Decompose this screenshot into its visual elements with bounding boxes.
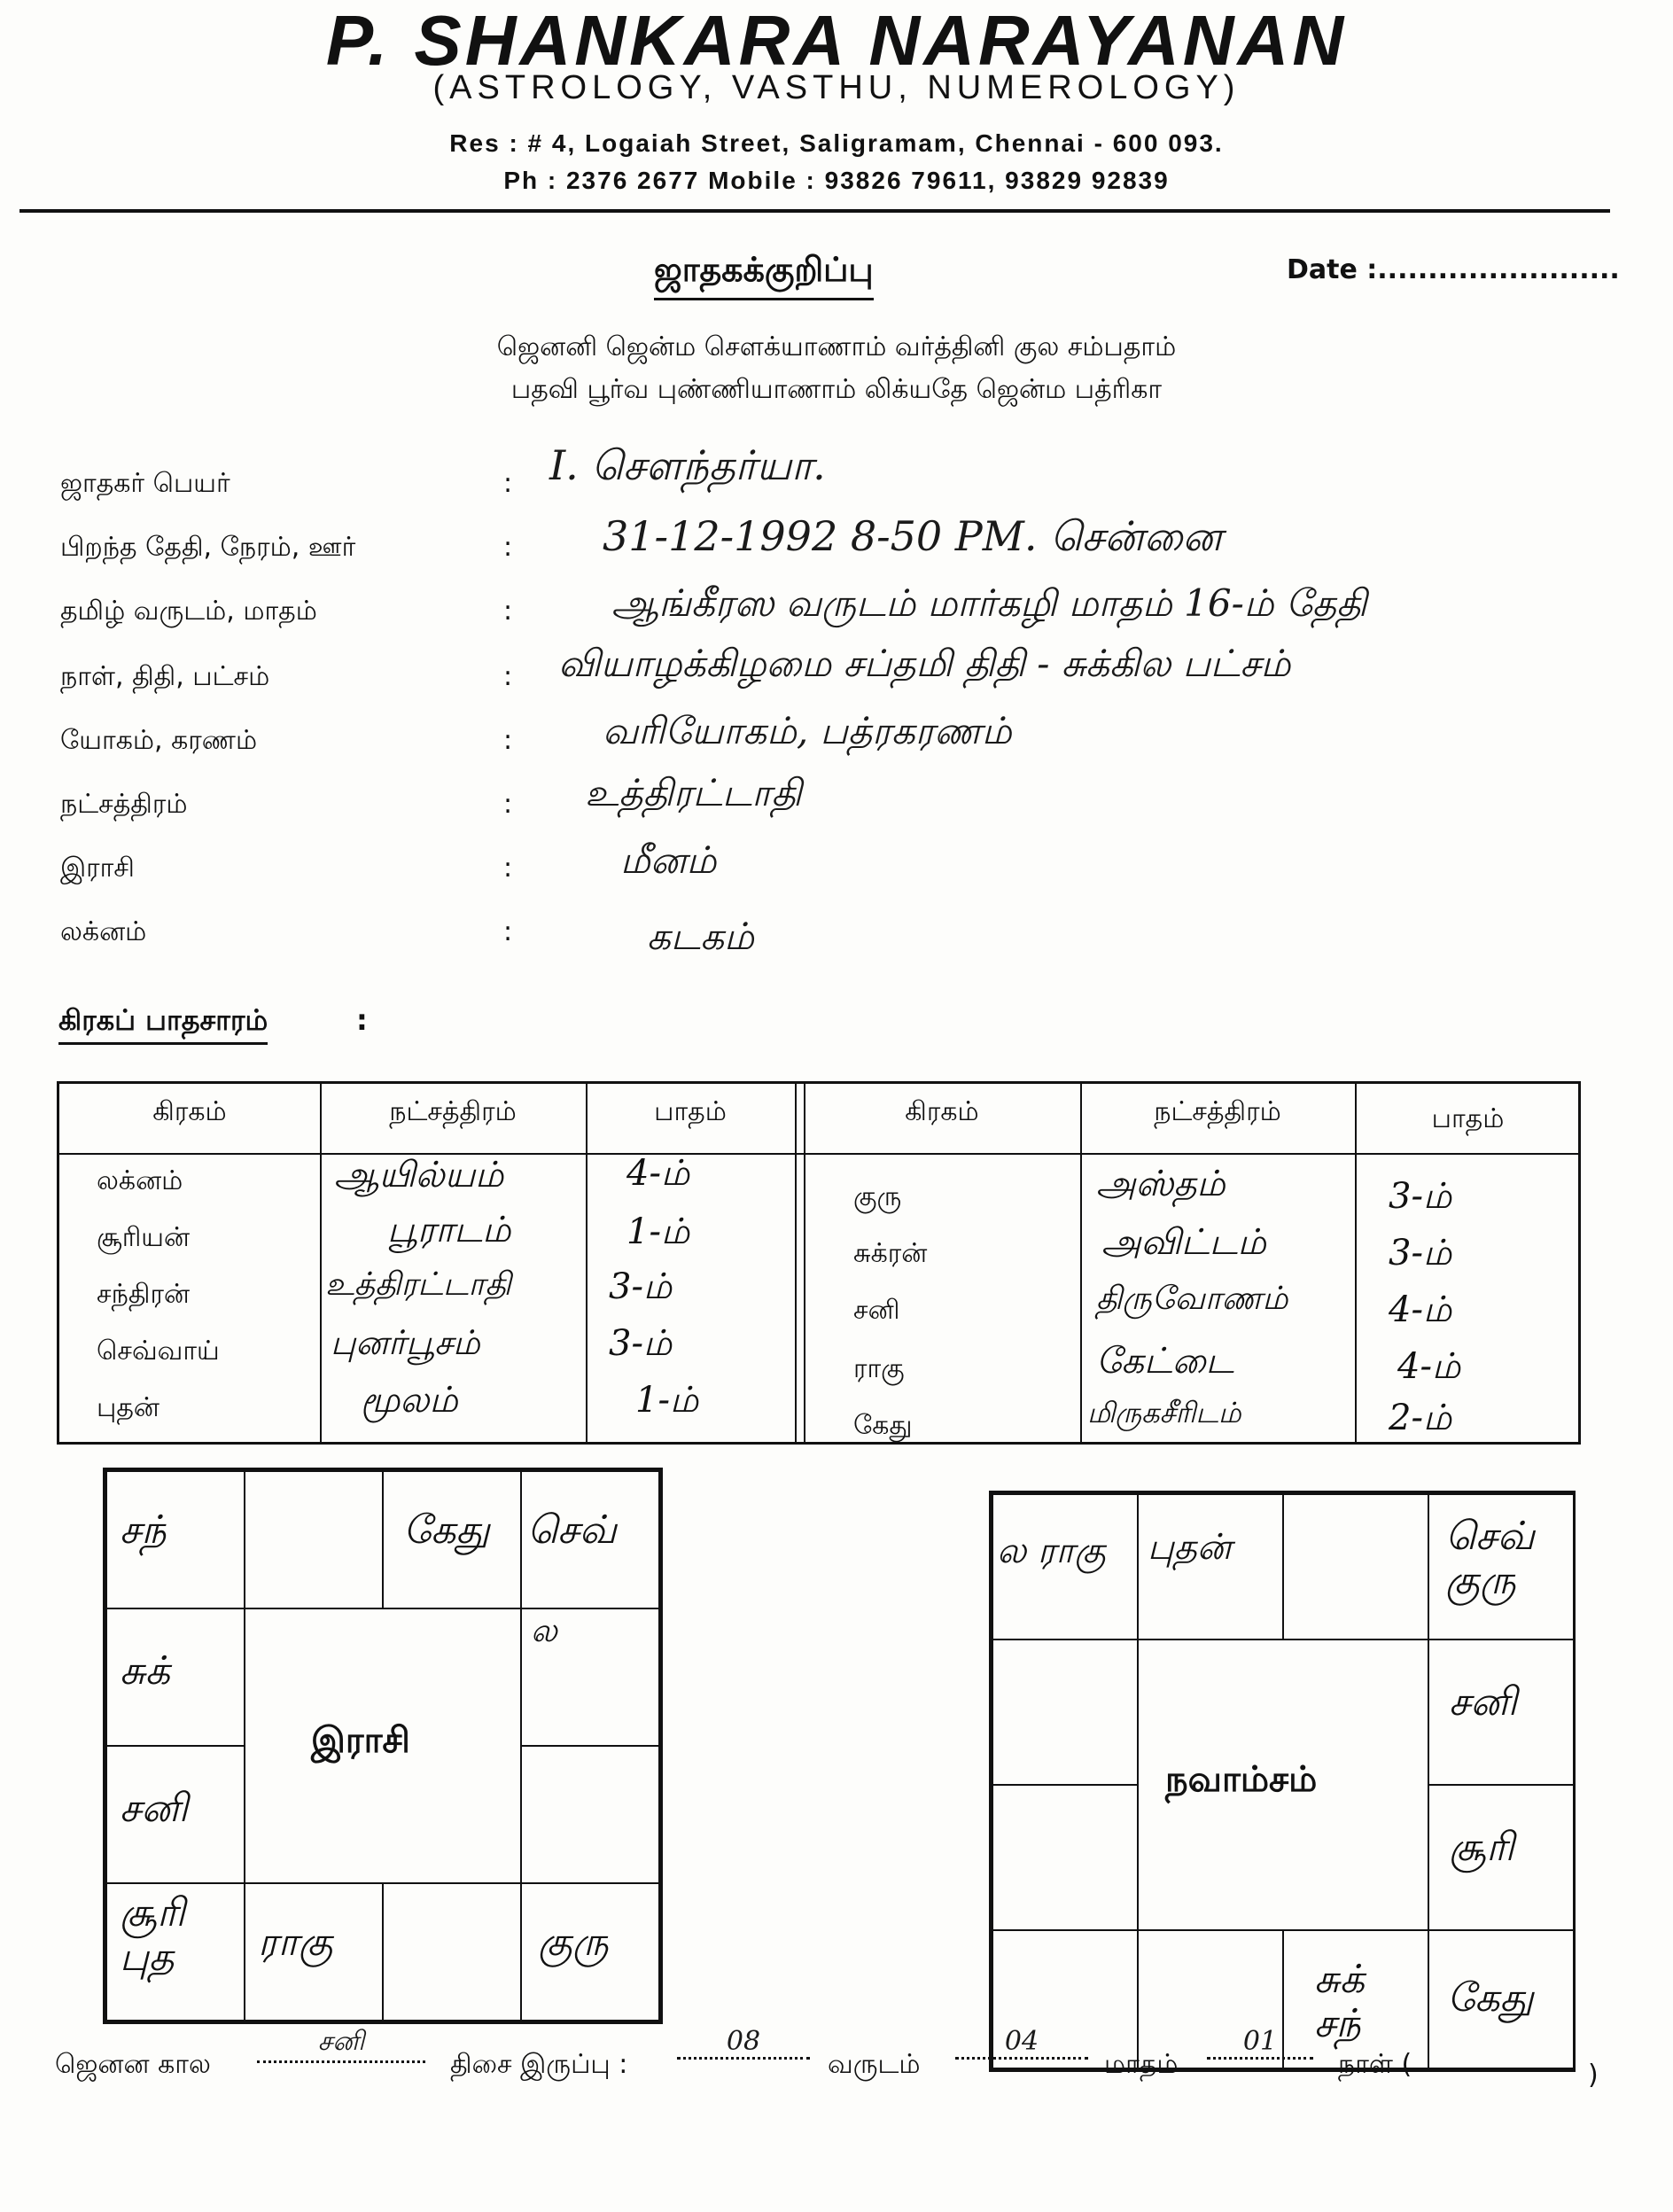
rasi-house-text: சந் (120, 1507, 167, 1553)
table-cell-star: திருவோணம் (1096, 1281, 1288, 1317)
field-value-yogam: வரியோகம், பத்ரகரணம் (603, 709, 1012, 752)
rasi-house (105, 1882, 245, 2021)
navamsa-house (1428, 1493, 1575, 1640)
table-cell-pada: 4-ம் (1397, 1346, 1461, 1387)
table-cell-pada: 4-ம் (626, 1153, 690, 1194)
table-header: கிரகம் (905, 1096, 979, 1127)
table-cell-planet: சுக்ரன் (853, 1238, 928, 1269)
field-value-birth: 31-12-1992 8-50 PM. சென்னை (603, 512, 1223, 560)
navamsa-chart (989, 1491, 1576, 2072)
table-cell-pada: 1-ம் (635, 1380, 699, 1421)
navamsa-house-text: சனி (1449, 1679, 1517, 1725)
table-divider (795, 1084, 797, 1442)
rasi-house (520, 1882, 660, 2021)
table-header: பாதம் (654, 1096, 727, 1127)
field-colon: : (503, 916, 513, 947)
footer-label-balance: திசை இருப்பு : (450, 2049, 628, 2080)
rasi-house (382, 1470, 522, 1609)
navamsa-house (1282, 1493, 1429, 1640)
footer-dasa-value: சனி (257, 2026, 425, 2063)
field-value-day: வியாழக்கிழமை சப்தமி திதி - சுக்கில பட்சம் (558, 642, 1291, 685)
navamsa-house-text: சூரி (1449, 1825, 1514, 1870)
letterhead-name: P. SHANKARA NARAYANAN (325, 1, 1348, 80)
navamsa-house-text: புதன் (1148, 1527, 1232, 1568)
table-cell-planet: புதன் (97, 1392, 160, 1423)
field-value-rasi: மீனம் (620, 838, 717, 882)
table-cell-pada: 3-ம் (609, 1323, 673, 1364)
rasi-house (105, 1745, 245, 1884)
navamsa-house-text: செவ் குரு (1445, 1514, 1535, 1603)
rasi-house (105, 1608, 245, 1747)
date-field: Date :........................ (1287, 254, 1620, 285)
planet-section-title: கிரகப் பாதசாரம் (58, 1003, 268, 1045)
field-label-tamil-year: தமிழ் வருடம், மாதம் (60, 596, 317, 627)
letterhead-address: Res : # 4, Logaiah Street, Saligramam, Chennai - 600 093. (449, 129, 1224, 157)
sloka-line-1: ஜெனனி ஜென்ம சௌக்யாணாம் வர்த்தினி குல சம்பதாம் (496, 331, 1177, 362)
table-cell-pada: 3-ம் (609, 1266, 673, 1307)
rasi-house-text: ராகு (258, 1920, 333, 1965)
field-label-yogam: யோகம், கரணம் (60, 725, 258, 756)
table-cell-pada: 1-ம் (626, 1211, 690, 1252)
header-divider (19, 209, 1610, 213)
table-cell-star: மூலம் (361, 1380, 458, 1421)
letterhead-services: (ASTROLOGY, VASTHU, NUMEROLOGY) (432, 69, 1241, 106)
footer-days-value: 01 (1207, 2026, 1313, 2060)
navamsa-house (1428, 1639, 1575, 1786)
field-colon: : (503, 661, 513, 692)
table-cell-star: அஸ்தம் (1096, 1164, 1226, 1204)
table-cell-planet: சூரியன் (97, 1222, 191, 1253)
field-colon: : (503, 853, 513, 884)
footer-label-months: மாதம் (1104, 2049, 1179, 2080)
footer-label-years: வருடம் (828, 2049, 921, 2080)
table-cell-planet: சந்திரன் (97, 1279, 191, 1310)
field-colon: : (503, 725, 513, 756)
table-cell-planet: செவ்வாய் (97, 1336, 220, 1367)
navamsa-house (1137, 1493, 1284, 1640)
field-label-birth: பிறந்த தேதி, நேரம், ஊர் (60, 532, 356, 563)
navamsa-chart-title: நவாம்சம் (1165, 1759, 1318, 1800)
rasi-house (244, 1470, 384, 1609)
navamsa-house-text: கேது (1447, 1975, 1534, 2021)
rasi-house-text: குரு (538, 1920, 609, 1965)
table-cell-star: புனர்பூசம் (331, 1323, 480, 1362)
rasi-house (382, 1882, 522, 2021)
footer-label-days: நாள் ( (1338, 2049, 1412, 2080)
table-header: நட்சத்திரம் (1154, 1096, 1281, 1127)
rasi-house (105, 1470, 245, 1609)
letterhead-phone: Ph : 2376 2677 Mobile : 93826 79611, 93829 92839 (503, 167, 1170, 194)
navamsa-house (992, 1784, 1139, 1931)
navamsa-house-text: சுக் சந் (1314, 1957, 1365, 2046)
table-cell-pada: 2-ம் (1389, 1398, 1452, 1438)
navamsa-house (1428, 1929, 1575, 2069)
footer-years-value: 08 (677, 2026, 810, 2060)
field-colon: : (503, 532, 513, 563)
field-value-name: I. சௌந்தர்யா. (549, 441, 826, 489)
rasi-chart-title: இராசி (311, 1720, 410, 1761)
navamsa-house (992, 1493, 1139, 1640)
rasi-house-text: சூரி புத (120, 1890, 185, 1980)
table-divider (1080, 1084, 1082, 1442)
table-cell-star: கேட்டை (1096, 1341, 1234, 1382)
table-cell-star: ஆயில்யம் (334, 1155, 504, 1196)
field-colon: : (503, 789, 513, 820)
table-cell-pada: 3-ம் (1389, 1176, 1452, 1217)
table-cell-pada: 4-ம் (1389, 1289, 1452, 1330)
table-cell-star: அவிட்டம் (1101, 1222, 1266, 1263)
table-cell-star: மிருகசீரிடம் (1087, 1396, 1241, 1429)
footer-close-paren: ) (1588, 2060, 1599, 2091)
table-cell-planet: குரு (853, 1181, 902, 1212)
table-header: நட்சத்திரம் (389, 1096, 517, 1127)
sloka-line-2: பதவி பூர்வ புண்ணியாணாம் லிக்யதே ஜென்ம பத்ரிகா (510, 374, 1163, 405)
table-header: கிரகம் (152, 1096, 227, 1127)
rasi-house (244, 1882, 384, 2021)
table-divider (320, 1084, 322, 1442)
document-title: ஜாதகக்குறிப்பு (654, 250, 874, 300)
footer-months-value: 04 (955, 2026, 1088, 2060)
table-cell-planet: லக்னம் (97, 1165, 183, 1196)
field-value-lagnam: கடகம் (647, 915, 754, 958)
field-label-rasi: இராசி (60, 853, 135, 884)
planet-section-colon: : (356, 1003, 368, 1037)
navamsa-house (1428, 1784, 1575, 1931)
rasi-house (520, 1470, 660, 1609)
footer-label-janana: ஜெனன கால (55, 2049, 211, 2080)
field-label-day: நாள், திதி, பட்சம் (60, 661, 270, 692)
table-divider (586, 1084, 587, 1442)
field-label-star: நட்சத்திரம் (60, 789, 188, 820)
field-label-lagnam: லக்னம் (60, 916, 147, 947)
table-header: பாதம் (1431, 1103, 1505, 1134)
rasi-house (520, 1608, 660, 1747)
field-colon: : (503, 468, 513, 499)
rasi-house (520, 1745, 660, 1884)
table-divider (804, 1084, 805, 1442)
field-value-tamil-year: ஆங்கீரஸ வருடம் மார்கழி மாதம் 16-ம் தேதி (611, 581, 1367, 625)
navamsa-house (992, 1639, 1139, 1786)
rasi-house-text: செவ் (527, 1507, 617, 1553)
table-cell-pada: 3-ம் (1389, 1233, 1452, 1273)
rasi-house-text: கேது (403, 1507, 490, 1553)
rasi-house-text: சுக் (120, 1648, 170, 1694)
table-header-divider (59, 1153, 1578, 1155)
rasi-lagna-mark: ல (531, 1613, 557, 1649)
table-cell-planet: கேது (853, 1410, 913, 1441)
rasi-house-text: சனி (120, 1786, 188, 1831)
planet-table (57, 1081, 1581, 1445)
navamsa-house-text: ல ராகு (997, 1530, 1106, 1571)
table-cell-star: பூராடம் (387, 1210, 511, 1250)
field-value-star: உத்திரட்டாதி (585, 771, 802, 814)
field-label-name: ஜாதகர் பெயர் (60, 468, 230, 499)
rasi-chart (103, 1468, 663, 2024)
table-cell-star: உத்திரட்டாதி (325, 1266, 511, 1303)
field-colon: : (503, 596, 513, 627)
table-cell-planet: ராகு (853, 1353, 905, 1384)
table-cell-planet: சனி (853, 1295, 900, 1326)
